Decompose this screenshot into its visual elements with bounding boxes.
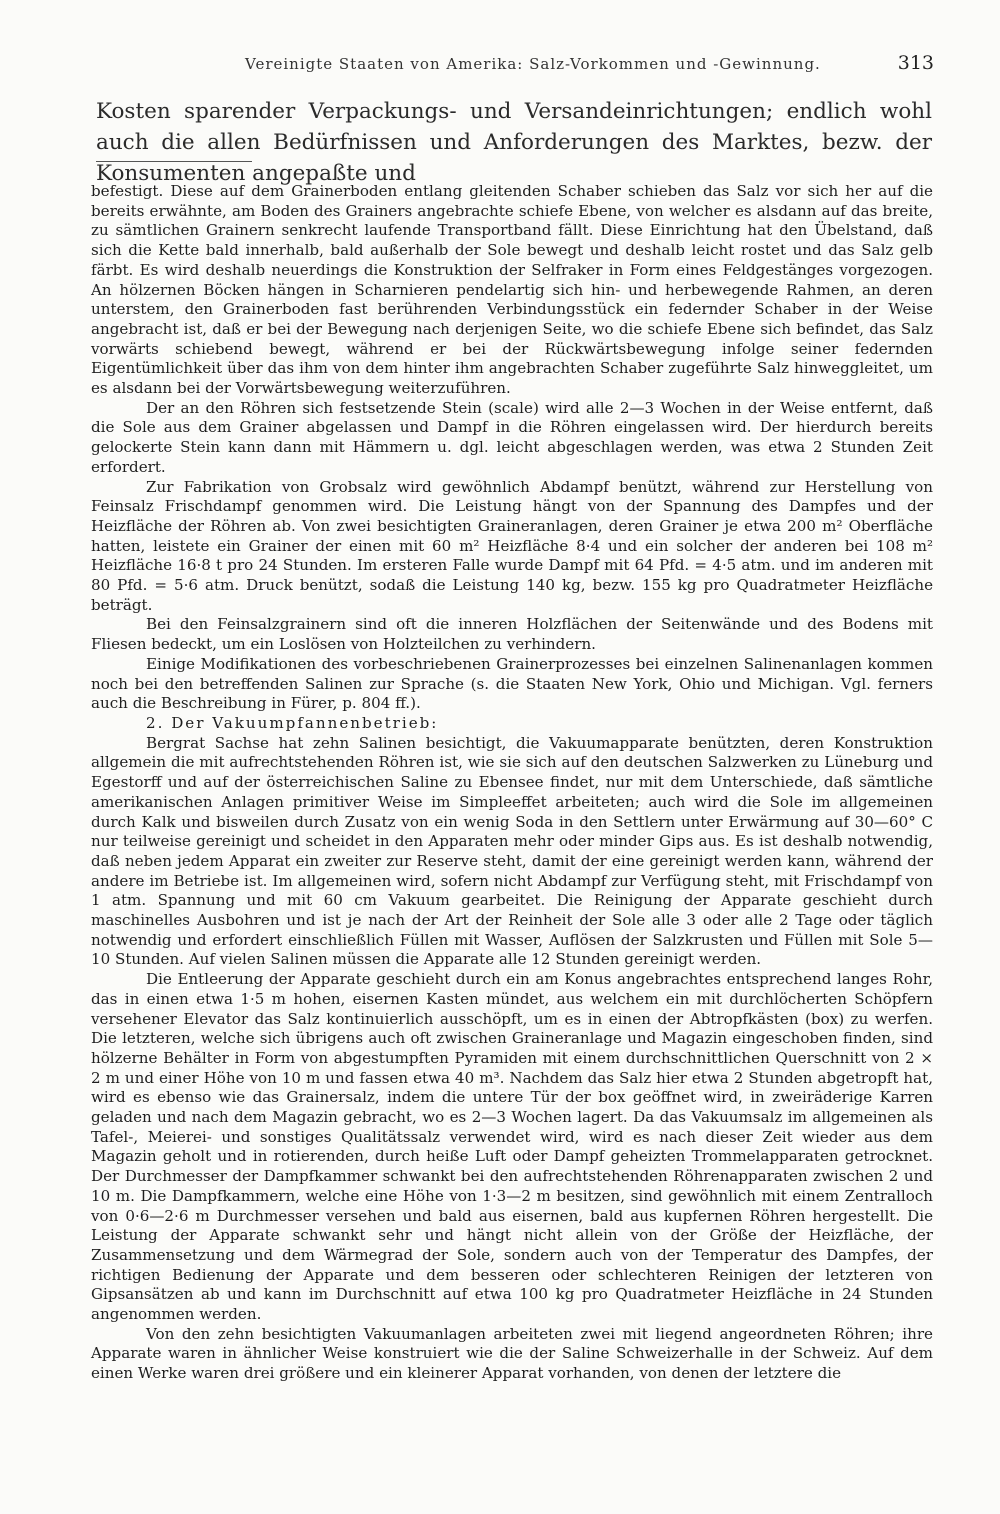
paragraph-4: Bei den Feinsalzgrainern sind oft die inneren Holzflächen der Seitenwände und des Bodens mit Fliesen bedeckt, um ein Loslösen von Holzteilchen zu verhindern. — [91, 615, 933, 654]
paragraph-7: Die Entleerung der Apparate geschieht durch ein am Konus angebrachtes entsprechend langes Rohr, das in einen etwa 1·5 m hohen, eisernen Kasten mündet, aus welchem ein mit durchlöcherten Schöpfern versehener Elevator das Salz kontinuierlich ausschöpft, um es in einen der Abtropfkästen (box) zu werfen. Die letzteren, welche sich übrigens auch oft zwischen Graineranlage und Magazin eingeschoben finden, sind hölzerne Behälter in Form von abgestumpften Pyramiden mit einem durchschnittlichen Querschnitt von 2 × 2 m und einer Höhe von 10 m und fassen etwa 40 m³. Nachdem das Salz hier etwa 2 Stunden abgetropft hat, wird es ebenso wie das Grainersalz, indem die untere Tür der box geöffnet wird, in zweiräderige Karren geladen und nach dem Magazin gebracht, wo es 2—3 Wochen lagert. Da das Vakuumsalz im allgemeinen als Tafel-, Meierei- und sonstiges Qualitätssalz verwendet wird, wird es nach dieser Zeit wieder aus dem Magazin geholt und in rotierenden, durch heiße Luft oder Dampf geheizten Trommelapparaten getrocknet. Der Durchmesser der Dampfkammer schwankt bei den aufrechtstehenden Röhrenapparaten zwischen 2 und 10 m. Die Dampfkammern, welche eine Höhe von 1·3—2 m besitzen, sind gewöhnlich mit einem Zentralloch von 0·6—2·6 m Durchmesser versehen und bald aus eisernen, bald aus kupfernen Röhren hergestellt. Die Leistung der Apparate schwankt sehr und hängt nicht allein von der Größe der Heizfläche, der Zusammensetzung und dem Wärmegrad der Sole, sondern auch von der Temperatur des Dampfes, der richtigen Bedienung der Apparate und dem besseren oder schlechteren Reinigen der letzteren von Gipsansätzen ab und kann im Durchschnitt auf etwa 100 kg pro Quadratmeter Heizfläche in 24 Stunden angenommen werden. — [91, 970, 933, 1324]
separator-rule — [96, 161, 252, 162]
paragraph-6: Bergrat Sachse hat zehn Salinen besichtigt, die Vakuumapparate benützten, deren Konstruktion allgemein die mit aufrechtstehenden Röhren ist, wie sie sich auf den deutschen Salzwerken zu Lüneburg und Egestorff und auf der österreichischen Saline zu Ebensee findet, nur mit dem Unterschiede, daß sämtliche amerikanischen Anlagen primitiver Weise im Simpleeffet arbeiteten; auch wird die Sole im allgemeinen durch Kalk und bisweilen durch Zusatz von ein wenig Soda in den Settlern unter Erwärmung auf 30—60° C nur teilweise gereinigt und scheidet in den Apparaten mehr oder minder Gips aus. Es ist deshalb notwendig, daß neben jedem Apparat ein zweiter zur Reserve steht, damit der eine gereinigt werden kann, während der andere im Betriebe ist. Im allgemeinen wird, sofern nicht Abdampf zur Verfügung steht, mit Frischdampf von 1 atm. Spannung und mit 60 cm Vakuum gearbeitet. Die Reinigung der Apparate geschieht durch maschinelles Ausbohren und ist je nach der Art der Reinheit der Sole alle 3 oder alle 2 Tage oder täglich notwendig und erfordert einschließlich Füllen mit Wasser, Auflösen der Salzkrusten und Füllen mit Sole 5—10 Stunden. Auf vielen Salinen müssen die Apparate alle 12 Stunden gereinigt werden. — [91, 733, 933, 969]
paragraph-8: Von den zehn besichtigten Vakuumanlagen arbeiteten zwei mit liegend angeordneten Röhren; ihre Apparate waren in ähnlicher Weise konstruiert wie die der Saline Schweizerhalle in der Schweiz. Auf dem einen Werke waren drei größere und ein kleinerer Apparat vorhanden, von denen der letztere die — [91, 1324, 933, 1383]
section-heading: 2. Der Vakuumpfannenbetrieb: — [146, 713, 439, 732]
paragraph-1: befestigt. Diese auf dem Grainerboden entlang gleitenden Schaber schieben das Salz vor sich her auf die bereits erwähnte, am Boden des Grainers angebrachte schiefe Ebene, von welcher es alsdann auf das breite, zu sämtlichen Grainern senkrecht laufende Transportband fällt. Diese Einrichtung hat den Übelstand, daß sich die Kette bald innerhalb, bald außerhalb der Sole bewegt und deshalb leicht rostet und das Salz gelb färbt. Es wird deshalb neuerdings die Konstruktion der Selfraker in Form eines Feldgestänges vorgezogen. An hölzernen Böcken hängen in Scharnieren pendelartig sich hin- und herbewegende Rahmen, an deren unterstem, den Grainerboden fast berührenden Verbindungsstück ein federnder Schaber in der Weise angebracht ist, daß er bei der Bewegung nach derjenigen Seite, wo die schiefe Ebene sich befindet, das Salz vorwärts schiebend bewegt, während er bei der Rückwärtsbewegung infolge seiner federnden Eigentümlichkeit über das ihm von dem hinter ihm angebrachten Schaber zugeführte Salz hinweggleitet, um es alsdann bei der Vorwärtsbewegung weiterzuführen. — [91, 182, 933, 398]
paragraph-3: Zur Fabrikation von Grobsalz wird gewöhnlich Abdampf benützt, während zur Herstellung von Feinsalz Frischdampf genommen wird. Die Leistung hängt von der Spannung des Dampfes und der Heizfläche der Röhren ab. Von zwei besichtigten Graineranlagen, deren Grainer je etwa 200 m² Oberfläche hatten, leistete ein Grainer der einen mit 60 m² Heizfläche 8·4 und ein solcher der anderen bei 108 m² Heizfläche 16·8 t pro 24 Stunden. Im ersteren Falle wurde Dampf mit 64 Pfd. = 4·5 atm. und im anderen mit 80 Pfd. = 5·6 atm. Druck benützt, sodaß die Leistung 140 kg, bezw. 155 kg pro Quadratmeter Heizfläche beträgt. — [91, 477, 933, 614]
body-text — [91, 182, 933, 1384]
carryover-text: Kosten sparender Verpackungs- und Versandeinrichtungen; endlich wohl auch die allen Bedürfnissen und Anforderungen des Marktes, bezw. der Konsumenten angepaßte und — [96, 99, 932, 186]
page-number: 313 — [897, 52, 934, 74]
paragraph-5: Einige Modifikationen des vorbeschriebenen Grainerprozesses bei einzelnen Salinenanlagen kommen noch bei den betreffenden Salinen zur Sprache (s. die Staaten New York, Ohio und Michigan. Vgl. ferners auch die Beschreibung in Fürer, p. 804 ff.). — [91, 654, 933, 713]
paragraph-2: Der an den Röhren sich festsetzende Stein (scale) wird alle 2—3 Wochen in der Weise entfernt, daß die Sole aus dem Grainer abgelassen und Dampf in die Röhren eingelassen wird. Der hierdurch bereits gelockerte Stein kann dann mit Hämmern u. dgl. leicht abgeschlagen werden, was etwa 2 Stunden Zeit erfordert. — [91, 398, 933, 476]
running-header: Vereinigte Staaten von Amerika: Salz-Vorkommen und -Gewinnung. — [245, 55, 821, 73]
